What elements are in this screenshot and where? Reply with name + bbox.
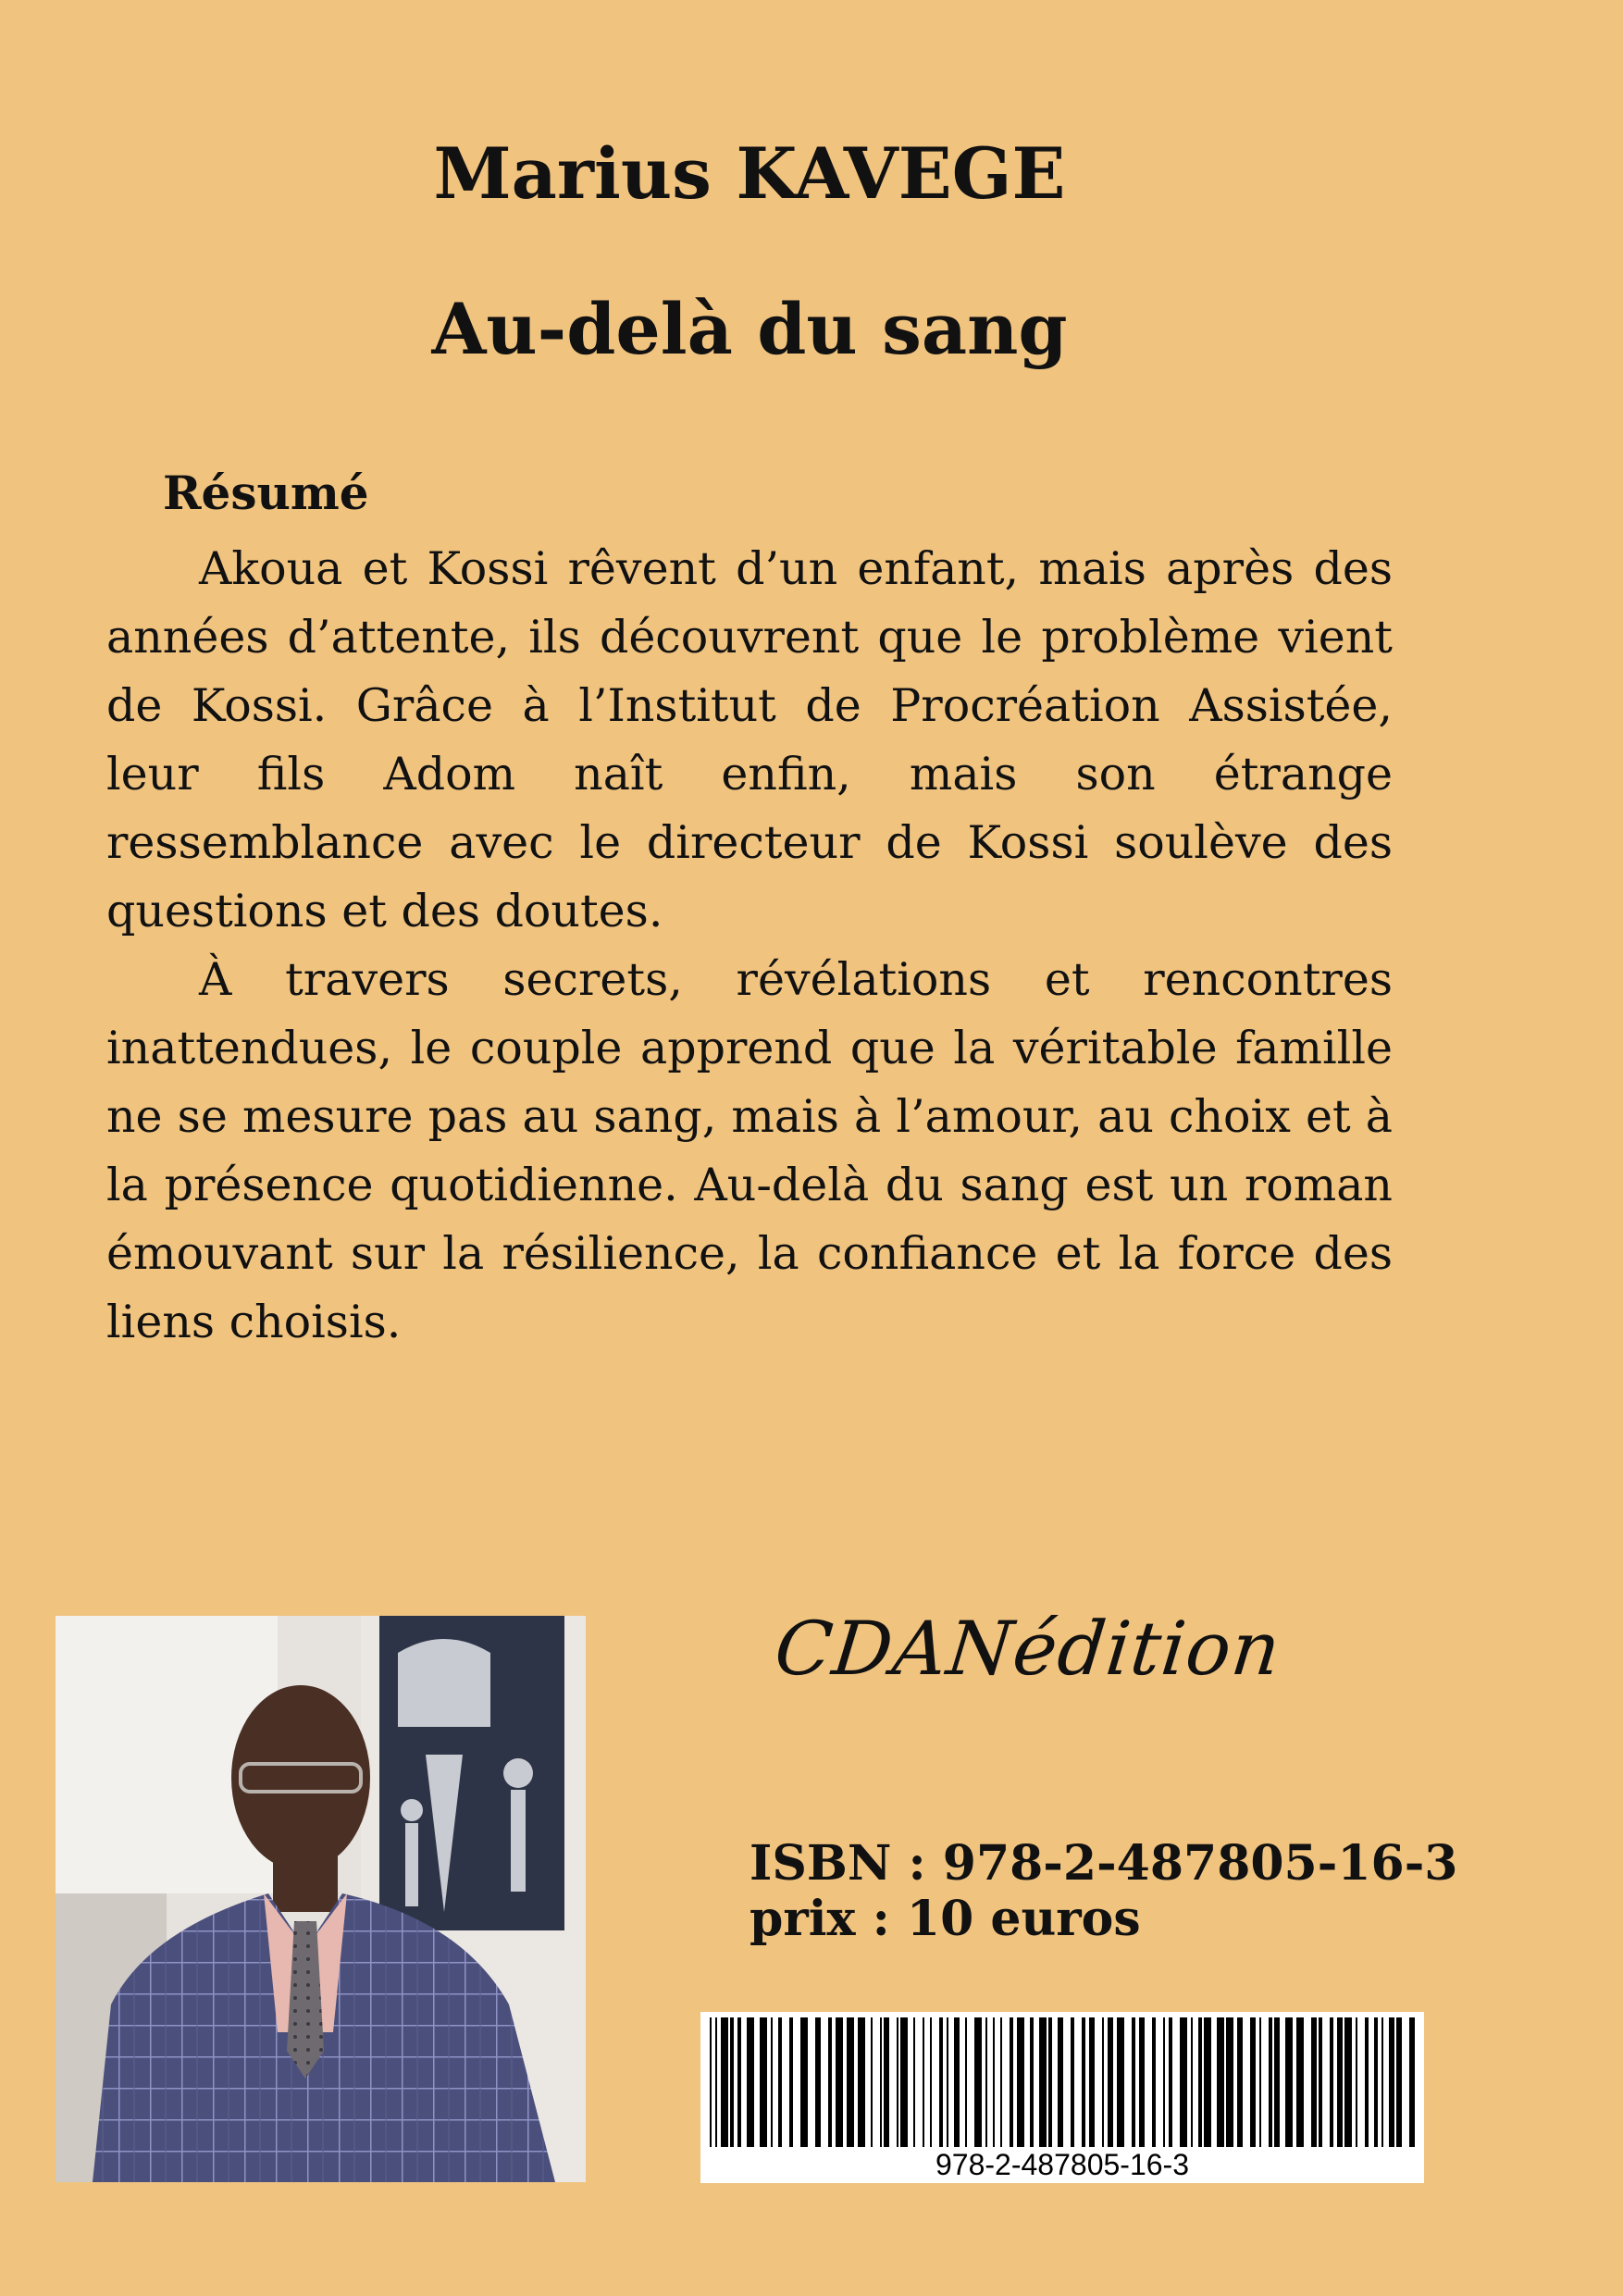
barcode-bar [1180, 2017, 1187, 2147]
barcode-bar [1000, 2017, 1002, 2147]
barcode-bar [828, 2017, 832, 2147]
barcode-bar [1344, 2017, 1352, 2147]
barcode-bar [715, 2017, 717, 2147]
publisher-name: CDANédition [771, 1606, 1285, 1692]
barcode-bar [800, 2017, 808, 2147]
barcode-bar [880, 2017, 882, 2147]
barcode-bar [1365, 2017, 1369, 2147]
barcode-bar [1117, 2017, 1124, 2147]
author-name: Marius KAVEGE [433, 132, 1066, 215]
barcode-bar [1269, 2017, 1272, 2147]
barcode-bar [1102, 2017, 1104, 2147]
barcode-bar [985, 2017, 987, 2147]
barcode-bar [1296, 2017, 1304, 2147]
barcode-bar [1356, 2017, 1357, 2147]
barcode-bar [1337, 2017, 1343, 2147]
barcode-bar [1191, 2017, 1193, 2147]
barcode-bar [974, 2017, 982, 2147]
barcode-bar [847, 2017, 854, 2147]
isbn-barcode [700, 2012, 1424, 2183]
barcode-bar [789, 2017, 793, 2147]
barcode-bar [1409, 2017, 1415, 2147]
barcode-bar [871, 2017, 873, 2147]
barcode-bar [954, 2017, 960, 2147]
barcode-bar [947, 2017, 948, 2147]
barcode-bar [1058, 2017, 1063, 2147]
barcode-bar [930, 2017, 932, 2147]
barcode-bar [1250, 2017, 1256, 2147]
summary-heading: Résumé [163, 465, 369, 520]
barcode-bar [1017, 2017, 1024, 2147]
barcode-bar [1319, 2017, 1322, 2147]
barcode-bar [1330, 2017, 1333, 2147]
barcode-bar [1285, 2017, 1293, 2147]
barcode-bar [1163, 2017, 1165, 2147]
summary-paragraph: À travers secrets, révélations et rencontres inattendues, le couple apprend que la véritable famille ne se mesure pas au sang, mais à l’amour, au choix et à la présence quotidienne. Au-delà du sang est un roman émouvant sur la résilience, la confiance et la force des liens choisis. [106, 953, 1393, 1348]
barcode-bar [1274, 2017, 1280, 2147]
barcode-bar [858, 2017, 865, 2147]
barcode-bar [884, 2017, 889, 2147]
barcode-bar [1169, 2017, 1172, 2147]
book-title: Au-delà du sang [431, 288, 1068, 370]
barcode-bar [939, 2017, 943, 2147]
summary-paragraph: Akoua et Kossi rêvent d’un enfant, mais après des années d’attente, ils découvrent que le problème vient de Kossi. Grâce à l’Institut de Procréation Assistée, leur fils Adom naît enfin, mais son étrange ressemblance avec le directeur de Kossi soulève des questions et des doutes. [106, 542, 1393, 937]
barcode-bar [1374, 2017, 1378, 2147]
barcode-bar [1089, 2017, 1095, 2147]
barcode-bar [1237, 2017, 1243, 2147]
barcode-bar [1381, 2017, 1383, 2147]
barcode-bar [1198, 2017, 1202, 2147]
author-portrait-icon [56, 1616, 586, 2182]
summary-text [106, 535, 1393, 1357]
barcode-bar [965, 2017, 967, 2147]
price-text: prix : 10 euros [750, 1891, 1141, 1947]
barcode-bar [737, 2017, 741, 2147]
barcode-bar [900, 2017, 908, 2147]
barcode-bar [1108, 2017, 1113, 2147]
barcode-bar [1396, 2017, 1402, 2147]
barcode-bar [993, 2017, 995, 2147]
barcode-bar [1226, 2017, 1233, 2147]
barcode-bar [1132, 2017, 1135, 2147]
barcode-bar [721, 2017, 728, 2147]
barcode-bar [1259, 2017, 1261, 2147]
barcode-bar [1152, 2017, 1156, 2147]
barcode-bar [1139, 2017, 1145, 2147]
isbn-text: ISBN : 978-2-487805-16-3 [750, 1835, 1458, 1892]
barcode-bar [1010, 2017, 1013, 2147]
barcode-bar [913, 2017, 915, 2147]
barcode-bar [1030, 2017, 1034, 2147]
barcode-bar [778, 2017, 782, 2147]
barcode-bar [1311, 2017, 1317, 2147]
barcode-bar [1204, 2017, 1211, 2147]
barcode-bar [815, 2017, 821, 2147]
barcode-bar [771, 2017, 773, 2147]
barcode-bar [1217, 2017, 1224, 2147]
barcode-bar [1039, 2017, 1047, 2147]
barcode-bar [923, 2017, 924, 2147]
barcode-number: 978-2-487805-16-3 [935, 2148, 1189, 2181]
author-photo [56, 1616, 586, 2182]
barcode-bar [1082, 2017, 1085, 2147]
barcode-bar [897, 2017, 898, 2147]
barcode-bar [1071, 2017, 1074, 2147]
barcode-bar [710, 2017, 712, 2147]
barcode-bar [730, 2017, 734, 2147]
barcode-bar [747, 2017, 754, 2147]
barcode-bar [1389, 2017, 1394, 2147]
barcode-bar [1048, 2017, 1052, 2147]
barcode-bar [760, 2017, 767, 2147]
barcode-bar [836, 2017, 843, 2147]
